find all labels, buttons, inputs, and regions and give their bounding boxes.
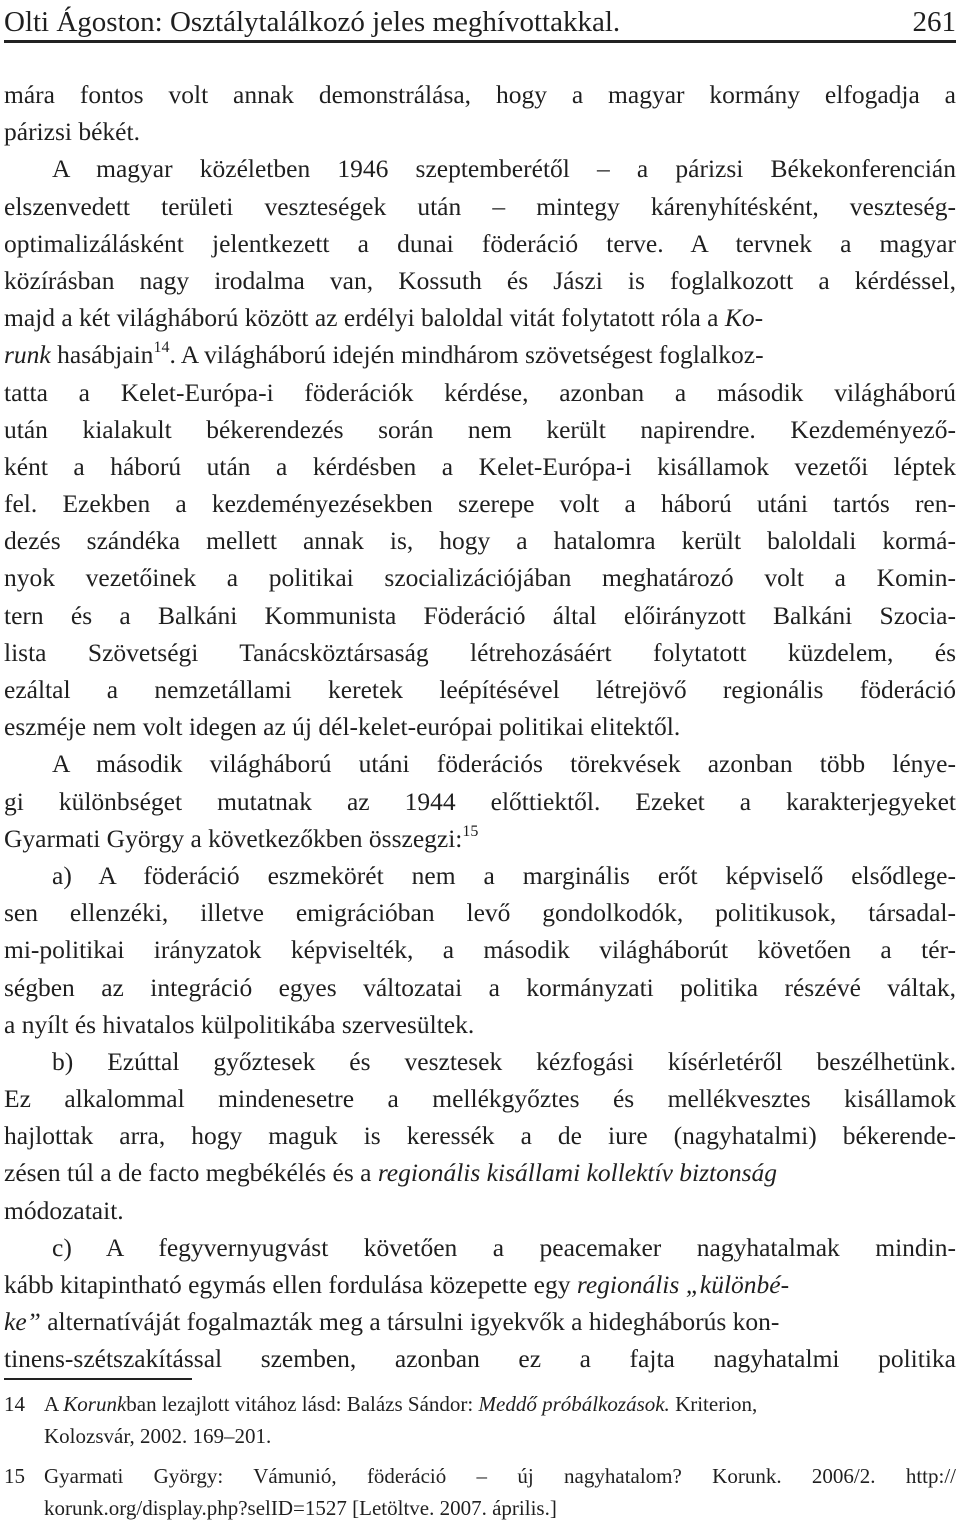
text-line: tinens-szétszakítással szemben, azonban ez a fajta nagyhatalmi politika	[4, 1344, 956, 1374]
text-run: Kriterion,	[669, 1392, 758, 1416]
footnotes	[4, 1388, 956, 1524]
footnote-14	[4, 1388, 956, 1420]
text-line: hajlottak arra, hogy maguk is keressék a de iure (nagyhatalmi) békerende-	[4, 1121, 956, 1151]
running-head-title: Olti Ágoston: Osztálytalálkozó jeles meghívottakkal.	[4, 6, 621, 38]
text-line: ként a háború után a kérdésben a Kelet-Európa-i kisállamok vezetői léptek	[4, 451, 956, 481]
footnote-text: Gyarmati György: Vámunió, föderáció – új nagyhatalom? Korunk. 2006/2. http://	[44, 1464, 956, 1488]
text-line: nyok vezetőinek a politikai szocializációjában meghatározó volt a Komin-	[4, 563, 956, 593]
text-line: párizsi békét.	[4, 117, 140, 147]
footnote-ref-15[interactable]: 15	[462, 822, 479, 840]
page-number: 261	[912, 6, 956, 38]
text-line: gi különbséget mutatnak az 1944 előttiektől. Ezeket a karakterjegyeket	[4, 786, 956, 816]
italic-run: runk	[4, 340, 51, 370]
footnote-text: Kolozsvár, 2002. 169–201.	[44, 1424, 272, 1448]
footnote-text	[44, 1388, 956, 1420]
italic-run: regionális kisállami kollektív biztonság	[377, 1158, 778, 1188]
text-line: a nyílt és hivatalos külpolitikába szervesültek.	[4, 1009, 475, 1039]
text-run: majd a két világháború között az erdélyi baloldal vitát folytatott róla a	[4, 303, 725, 333]
text-line	[4, 336, 956, 373]
book-page	[4, 0, 956, 1520]
footnote-link-text[interactable]: korunk.org/display.php?selID=1527 [Letöltve. 2007. április.]	[44, 1496, 557, 1520]
text-line: után kialakult békerendezés során nem került napirendre. Kezdeményező-	[4, 414, 956, 444]
text-line: sen ellenzéki, illetve emigrációban levő gondolkodók, politikusok, társadal-	[4, 898, 956, 928]
italic-run: Korunk	[63, 1392, 127, 1416]
text-line: mi-politikai irányzatok képviselték, a második világháborút követően a tér-	[4, 935, 956, 965]
text-line: eszméje nem volt idegen az új dél-kelet-európai politikai elitektől.	[4, 712, 681, 742]
main-text	[4, 76, 956, 1378]
text-run: ban lezajlott vitához lásd: Balázs Sándor:	[126, 1392, 479, 1416]
text-line: a) A föderáció eszmekörét nem a marginális erőt képviselő elsődlege-	[52, 860, 956, 890]
text-run: Gyarmati György a következőkben összegzi:	[4, 823, 463, 853]
running-head	[4, 6, 956, 43]
footnote-divider	[4, 1378, 192, 1380]
text-run: kább kitapintható egymás ellen fordulása közepette egy	[4, 1270, 577, 1299]
text-line: módozatait.	[4, 1195, 124, 1225]
text-line: A magyar közéletben 1946 szeptemberétől – a párizsi Békekonferencián	[52, 154, 956, 184]
text-run: zésen túl a de facto megbékélés és a	[4, 1158, 378, 1188]
text-line	[4, 299, 956, 336]
footnote-15-continued	[4, 1492, 956, 1524]
text-line	[4, 1266, 956, 1303]
text-line: lista Szövetségi Tanácsköztársaság létrehozásáért folytatott küzdelem, és	[4, 637, 956, 667]
text-line: mára fontos volt annak demonstrálása, hogy a magyar kormány elfogadja a	[4, 80, 956, 109]
text-line: dezés szándéka mellett annak is, hogy a hatalomra került baloldali kormá-	[4, 526, 956, 556]
italic-run: Ko-	[724, 303, 764, 333]
text-line: Ez alkalommal mindenesetre a mellékgyőztes és mellékvesztes kisállamok	[4, 1084, 956, 1114]
text-line: ségben az integráció egyes változatai a kormányzati politika részévé váltak,	[4, 972, 956, 1002]
italic-run: ke”	[4, 1307, 41, 1337]
text-line	[4, 1154, 956, 1191]
text-line	[4, 1303, 956, 1340]
text-line: közírásban nagy irodalma van, Kossuth és Jászi is foglalkozott a kérdéssel,	[4, 265, 956, 295]
text-run: alternatíváját fogalmazták meg a társulni igyekvők a hidegháborús kon-	[40, 1307, 780, 1337]
text-line: elszenvedett területi veszteségek után – mintegy kárenyhítésként, veszteség-	[4, 191, 956, 221]
footnote-number: 15	[4, 1464, 25, 1488]
text-line: c) A fegyvernyugvást követően a peacemaker nagyhatalmak mindin-	[52, 1232, 956, 1262]
text-line: optimalizálásként jelentkezett a dunai föderáció terve. A tervnek a magyar	[4, 228, 956, 258]
footnote-14-continued	[4, 1420, 956, 1452]
footnote-number: 14	[4, 1392, 25, 1416]
footnote-ref-14[interactable]: 14	[153, 339, 170, 357]
text-line	[4, 820, 956, 857]
text-line: tern és a Balkáni Kommunista Föderáció által előirányzott Balkáni Szocia-	[4, 600, 956, 630]
text-line: b) Ezúttal győztesek és vesztesek kézfogási kísérletéről beszélhetünk.	[52, 1046, 956, 1076]
italic-run: Meddő próbálkozások.	[478, 1392, 670, 1416]
italic-run: regionális „különbé-	[576, 1270, 790, 1299]
text-line: tatta a Kelet-Európa-i föderációk kérdése, azonban a második világháború	[4, 377, 956, 407]
text-run: A	[44, 1392, 64, 1416]
text-run: . A világháború idején mindhárom szövetségest foglalkoz-	[169, 340, 764, 370]
footnote-15	[4, 1460, 956, 1492]
text-line: fel. Ezekben a kezdeményezésekben szerepe volt a háború utáni tartós ren-	[4, 489, 956, 519]
text-run: hasábjain	[50, 340, 154, 370]
text-line: ezáltal a nemzetállami keretek leépítésével létrejövő regionális föderáció	[4, 675, 956, 704]
text-line: A második világháború utáni föderációs törekvések azonban több lénye-	[52, 749, 956, 779]
